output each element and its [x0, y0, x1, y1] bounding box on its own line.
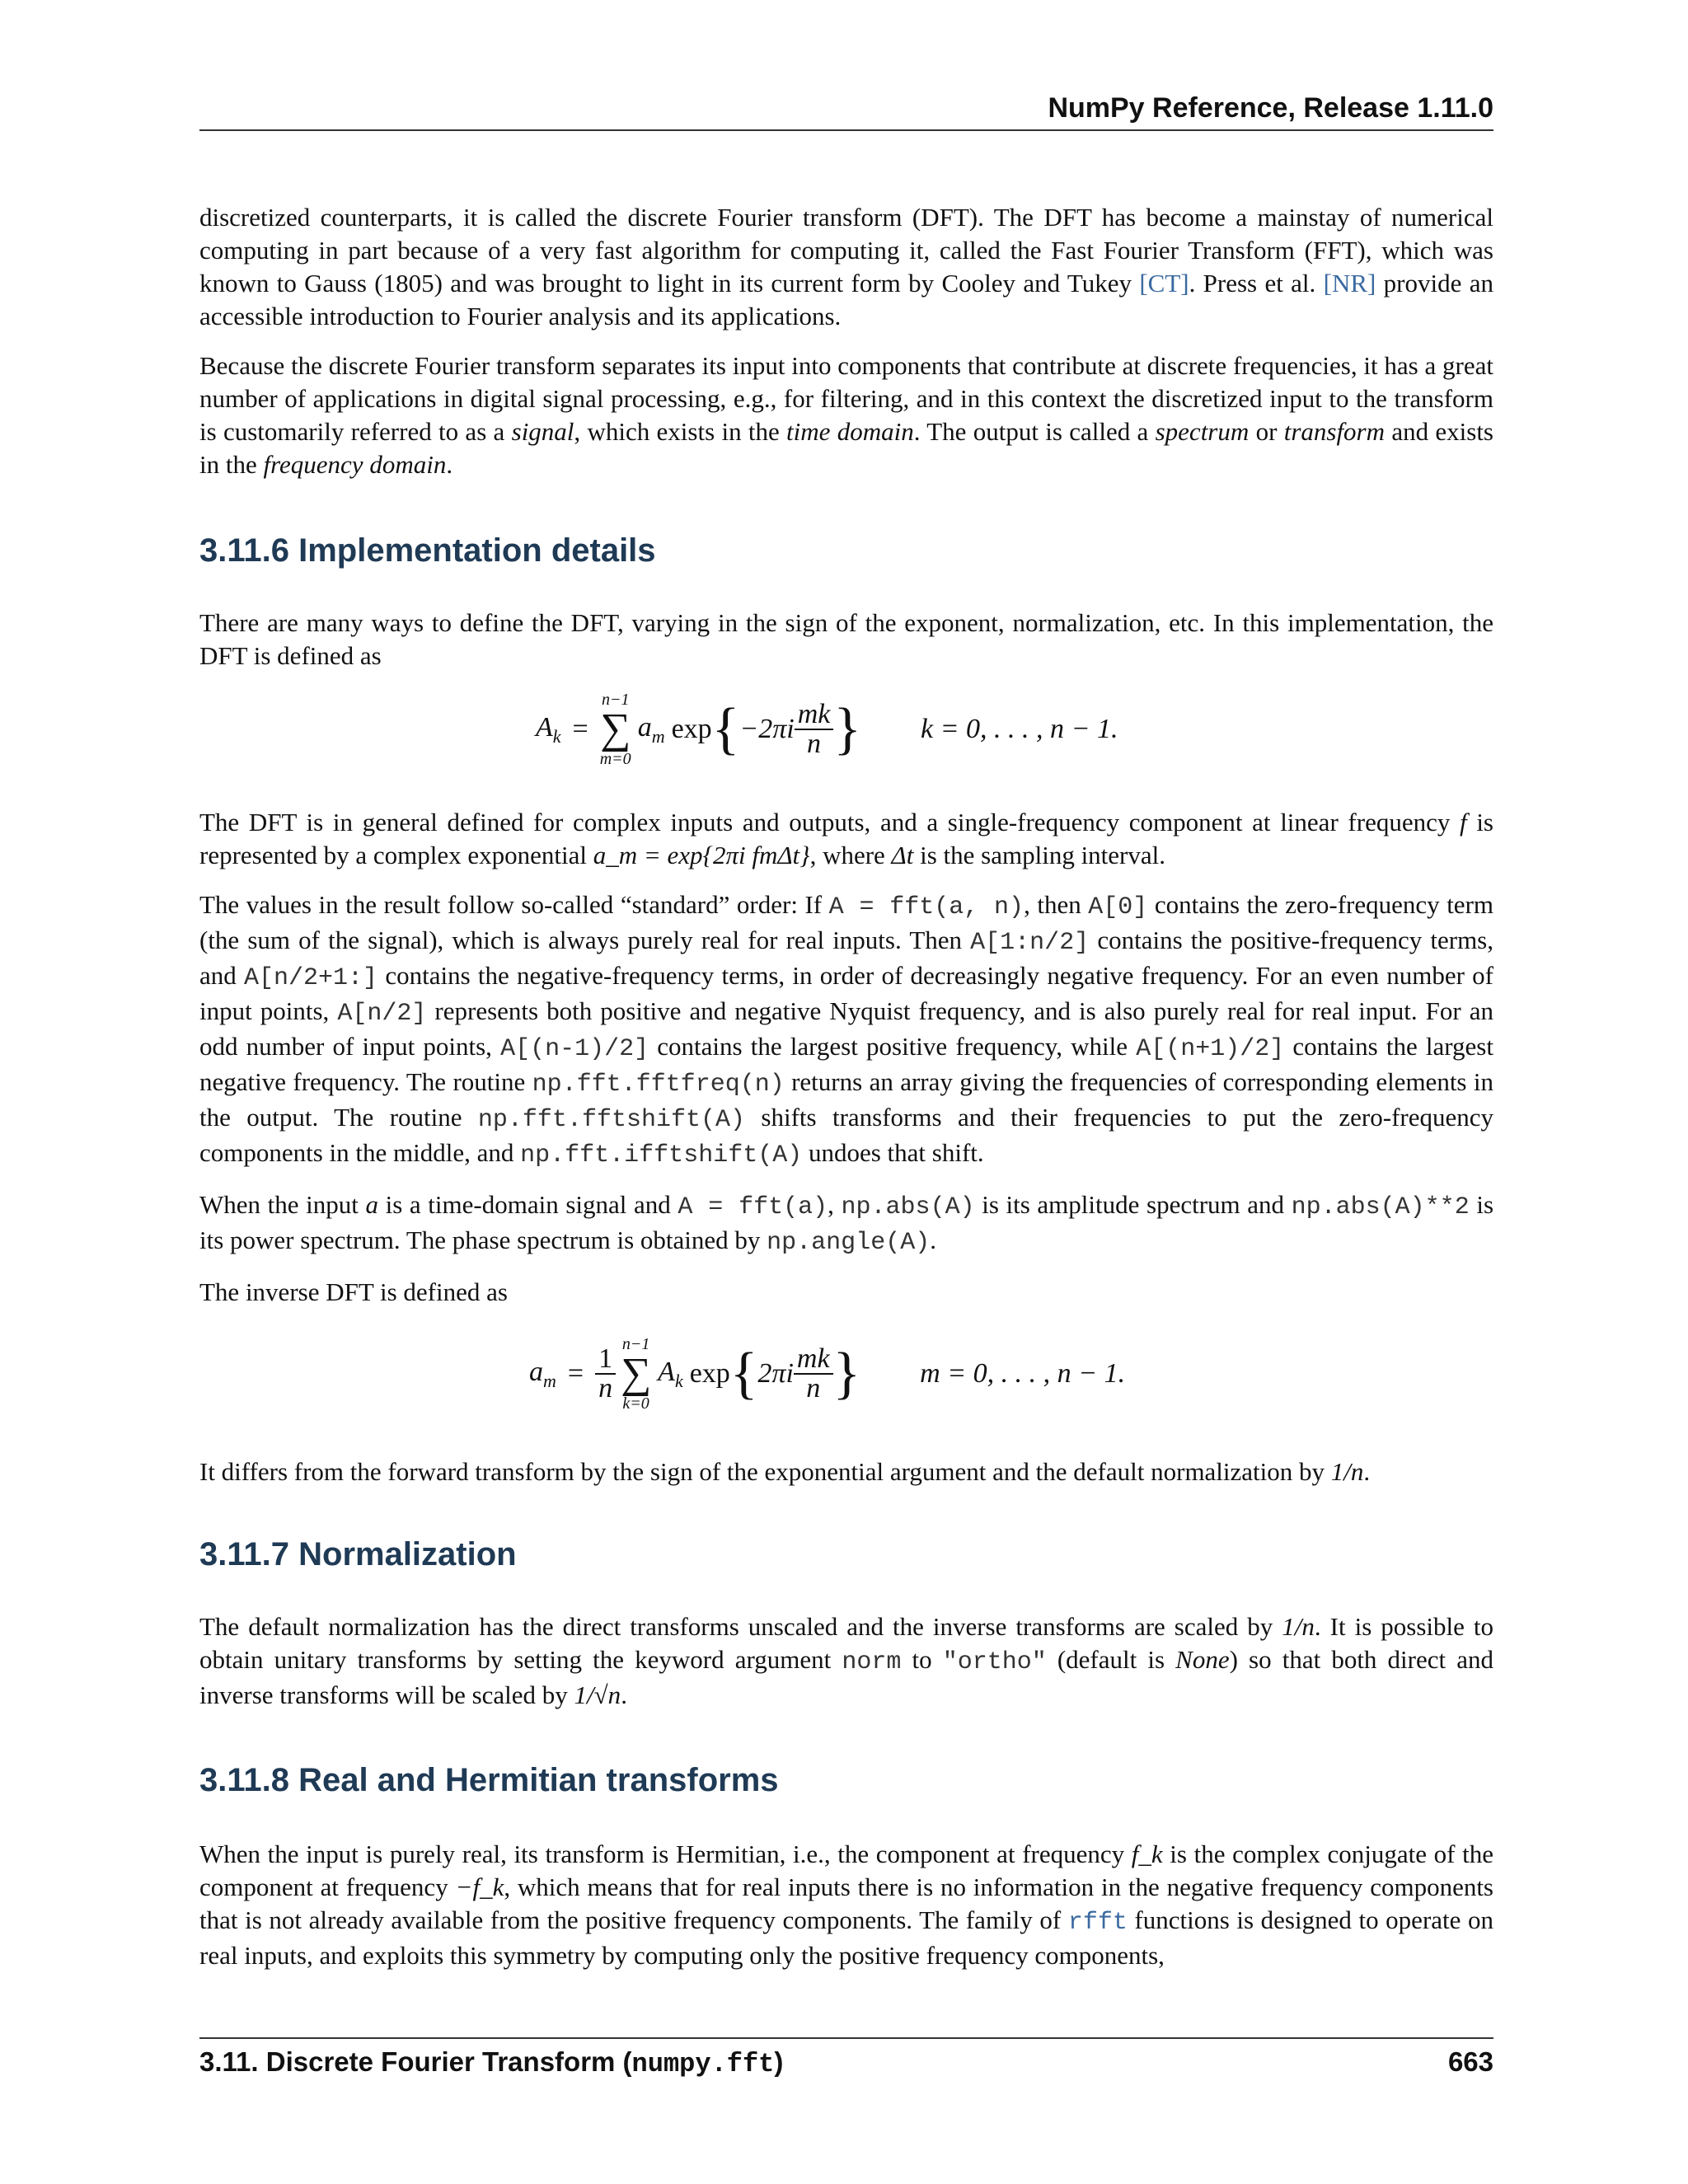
- code-inline: A[1:n/2]: [970, 929, 1090, 957]
- intro-section: [199, 201, 1493, 498]
- text: When the input is purely real, its transform is Hermitian, i.e., the component at frequency: [199, 1840, 1132, 1868]
- eq-term: $A_k$: [658, 1356, 683, 1391]
- exp-function: exp: [689, 1358, 730, 1389]
- text: .: [930, 1226, 936, 1254]
- math-inline: a_m = exp{2πi fmΔt}: [593, 841, 810, 869]
- header-rule: [199, 129, 1493, 131]
- emphasis: time domain: [786, 417, 914, 446]
- text: .: [1363, 1457, 1371, 1486]
- text: It differs from the forward transform by the sign of the exponential argument and the default normalization by: [199, 1457, 1331, 1486]
- text: ) so that both direct and inverse transforms will be scaled by: [199, 1645, 1493, 1709]
- summation-symbol: n−1 ∑ k=0: [621, 1335, 652, 1413]
- paragraph: [199, 1455, 1493, 1488]
- text: contains the largest positive frequency, while: [649, 1032, 1137, 1061]
- text: is its amplitude spectrum and: [974, 1190, 1292, 1219]
- normalization-fraction: $\frac{1}{n}$: [595, 1345, 616, 1403]
- code-inline: np.abs(A)**2: [1291, 1193, 1470, 1221]
- dft-equation: [536, 691, 1118, 768]
- code-inline: np.fft.fftshift(A): [477, 1106, 745, 1134]
- text: , where: [809, 841, 892, 869]
- index-range: k = 0, . . . , n − 1.: [920, 714, 1118, 744]
- eq-lhs: $A_k$: [536, 711, 561, 747]
- normalization-body: [199, 1610, 1493, 1728]
- eq-term: $a_m$: [637, 711, 665, 747]
- math-inline: 1/n: [1282, 1612, 1315, 1641]
- code-inline: np.angle(A): [767, 1229, 931, 1257]
- section-heading-real-hermitian: 3.11.8 Real and Hermitian transforms: [199, 1762, 779, 1798]
- text: returns an array giving the frequencies of corresponding elements in the output. The routine: [199, 1067, 1493, 1132]
- text: The default normalization has the direct transforms unscaled and the inverse transforms are scaled by: [199, 1612, 1282, 1641]
- text: contains the zero-frequency term (the sum of the signal), which is always purely real for real inputs. Then: [199, 890, 1494, 954]
- eq-lhs: $a_m$: [529, 1356, 556, 1391]
- math-inline: 1/n: [1330, 1457, 1364, 1486]
- page-footer: [199, 2046, 1493, 2079]
- emphasis: frequency domain: [263, 450, 447, 479]
- code-inline: A[(n+1)/2]: [1136, 1035, 1285, 1063]
- code-inline: np.fft.fftfreq(n): [532, 1071, 785, 1099]
- code-inline: norm: [842, 1648, 902, 1676]
- text: . The output is called a: [913, 417, 1156, 446]
- code-inline: A[0]: [1088, 893, 1148, 921]
- right-brace: }: [832, 1342, 861, 1405]
- text: , then: [1024, 890, 1089, 919]
- math-inline: −f_k: [455, 1872, 504, 1901]
- text: .: [621, 1680, 627, 1709]
- text: is its power spectrum. The phase spectrum is obtained by: [199, 1190, 1494, 1254]
- text: contains the positive-frequency terms, and: [199, 926, 1493, 990]
- text: discretized counterparts, it is called the discrete Fourier transform (DFT). The DFT has become a mainstay of numerical computing in part because of a very fast algorithm for computing it, called the Fast Fourier Transform (FFT), which was known to Gauss (1805) and was brought to light in its current form by Cooley and Tukey: [199, 203, 1493, 298]
- text: ,: [828, 1190, 842, 1219]
- code-inline: A = fft(a): [678, 1193, 828, 1221]
- text: (default is: [1046, 1645, 1176, 1674]
- rfft-link[interactable]: rfft: [1067, 1909, 1128, 1937]
- text: is a time-domain signal and: [378, 1190, 678, 1219]
- text: functions is designed to operate on real inputs, and exploits this symmetry by computing only the positive frequency components,: [199, 1905, 1493, 1970]
- equals-sign: =: [567, 1358, 584, 1389]
- code-inline: A[n/2]: [337, 1000, 427, 1028]
- citation-nr-link[interactable]: [NR]: [1323, 269, 1376, 298]
- code-inline: A[n/2+1:]: [244, 964, 378, 992]
- math-inline: 1/√n: [574, 1680, 621, 1709]
- index-range: m = 0, . . . , n − 1.: [920, 1358, 1126, 1389]
- text: undoes that shift.: [802, 1138, 984, 1167]
- text: . It is possible to obtain unitary transforms by setting the keyword argument: [199, 1612, 1493, 1674]
- text: The DFT is in general defined for complex inputs and outputs, and a single-frequency component at linear frequency: [199, 808, 1461, 837]
- code-inline: A = fft(a, n): [828, 893, 1025, 921]
- exp-function: exp: [671, 714, 712, 744]
- text: . Press et al.: [1189, 269, 1324, 298]
- text: contains the negative-frequency terms, in order of decreasingly negative frequency. For an even number of input points,: [199, 961, 1493, 1025]
- code-inline: "ortho": [942, 1648, 1047, 1676]
- summation-symbol: n−1 ∑ m=0: [599, 691, 631, 768]
- implementation-closing: [199, 1455, 1493, 1505]
- fraction: $\frac{mk}{n}$: [795, 701, 834, 758]
- paragraph: [199, 1838, 1493, 1972]
- text: to: [901, 1645, 943, 1674]
- paragraph-spectrum: [199, 1188, 1493, 1259]
- page-number: 663: [1447, 2046, 1493, 2077]
- paragraph: There are many ways to define the DFT, varying in the sign of the exponent, normalization, etc. In this implementation, the DFT is defined as: [199, 608, 1493, 670]
- text: represents both positive and negative Nyquist frequency, and is also purely real for real input. For an odd number of input points,: [199, 996, 1493, 1061]
- emphasis: spectrum: [1155, 417, 1250, 446]
- text: provide an accessible introduction to Fourier analysis and its applications.: [199, 269, 1493, 330]
- math-inline: f: [1460, 808, 1467, 837]
- running-header: NumPy Reference, Release 1.11.0: [1048, 92, 1493, 124]
- section-heading-normalization: 3.11.7 Normalization: [199, 1536, 517, 1572]
- citation-ct-link[interactable]: [CT]: [1139, 269, 1189, 298]
- paragraph-ordering: [199, 888, 1493, 1172]
- right-brace: }: [833, 697, 861, 761]
- emphasis: signal: [511, 417, 574, 446]
- code-inline: np.abs(A): [841, 1193, 975, 1221]
- paragraph-inverse: The inverse DFT is defined as: [199, 1277, 508, 1306]
- real-hermitian-body: [199, 1838, 1493, 1989]
- emphasis: transform: [1283, 417, 1386, 446]
- text: , which exists in the: [574, 417, 787, 446]
- text: The values in the result follow so-called “standard” order: If: [199, 890, 829, 919]
- implementation-intro: [199, 607, 1493, 689]
- code-inline: np.fft.ifftshift(A): [520, 1141, 803, 1169]
- paragraph: [199, 1610, 1493, 1712]
- emphasis: None: [1175, 1645, 1230, 1674]
- eq-inner: −2πi: [739, 714, 795, 744]
- text: shifts transforms and their frequencies to put the zero-frequency components in the middle, and: [199, 1103, 1494, 1167]
- text: Because the discrete Fourier transform separates its input into components that contribute at discrete frequencies, it has a great number of applications in digital signal processing, e.g., for filtering, and in this context the discretized input to the transform is customarily referred to as a: [199, 351, 1493, 446]
- math-inline: f_k: [1131, 1840, 1163, 1868]
- text: or: [1249, 417, 1284, 446]
- math-inline: a: [365, 1190, 378, 1219]
- eq-inner: 2πi: [757, 1358, 794, 1389]
- implementation-body: [199, 806, 1493, 1325]
- text: When the input: [199, 1190, 366, 1219]
- paragraph-frequency: [199, 806, 1493, 872]
- text: .: [446, 450, 453, 479]
- text: is represented by a complex exponential: [199, 808, 1493, 869]
- text: and exists in the: [199, 417, 1493, 479]
- math-inline: Δt: [891, 841, 914, 869]
- text: , which means that for real inputs there is no information in the negative frequency components that is not already available from the positive frequency components. The family of: [199, 1872, 1493, 1934]
- footer-rule: [199, 2037, 1493, 2039]
- inverse-dft-equation: [529, 1335, 1125, 1413]
- text: is the sampling interval.: [913, 841, 1165, 869]
- left-brace: {: [711, 697, 740, 761]
- intro-paragraph-1: [199, 201, 1493, 333]
- footer-section-title: 3.11. Discrete Fourier Transform (numpy.fft): [199, 2046, 784, 2079]
- code-inline: A[(n-1)/2]: [500, 1035, 649, 1063]
- fraction: $\frac{mk}{n}$: [794, 1345, 833, 1403]
- left-brace: {: [729, 1342, 758, 1405]
- section-heading-implementation: 3.11.6 Implementation details: [199, 532, 656, 569]
- text: is the complex conjugate of the component at frequency: [199, 1840, 1493, 1901]
- text: contains the largest negative frequency. The routine: [199, 1032, 1493, 1096]
- equals-sign: =: [572, 714, 588, 744]
- intro-paragraph-2: [199, 349, 1493, 481]
